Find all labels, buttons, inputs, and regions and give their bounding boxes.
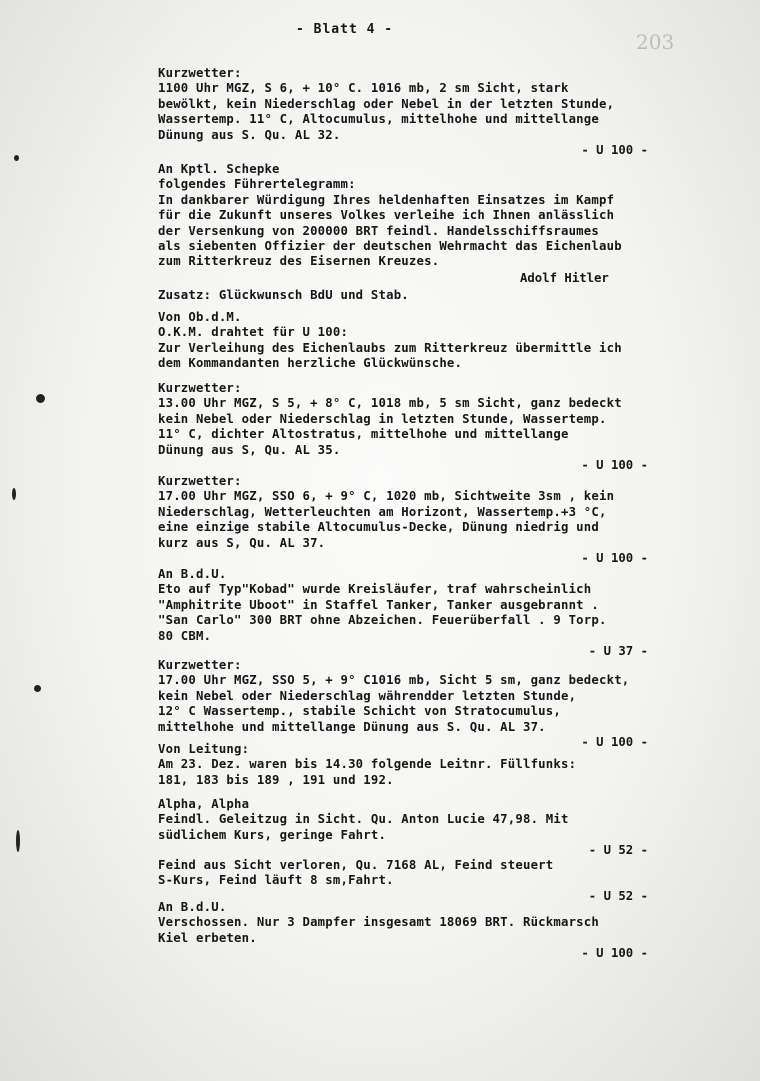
entry-line: 12° C Wassertemp., stabile Schicht von Stratocumulus, (158, 704, 561, 719)
log-entry (158, 858, 748, 904)
entry-line: "Amphitrite Uboot" in Staffel Tanker, Tanker ausgebrannt . (158, 597, 599, 612)
entry-line: O.K.M. drahtet für U 100: (158, 325, 349, 340)
entry-signoff: - U 100 - (581, 551, 648, 566)
log-entry (158, 66, 748, 158)
entry-line: kein Nebel oder Niederschlag währendder letzten Stunde, (158, 688, 577, 703)
entry-line: Feindl. Geleitzug in Sicht. Qu. Anton Lucie 47,98. Mit (158, 812, 569, 827)
entry-line: An B.d.U. (158, 900, 227, 914)
entry-line: Alpha, Alpha (158, 797, 250, 811)
log-entry (158, 797, 748, 859)
entry-line: Von Ob.d.M. (158, 310, 242, 324)
entry-line: Von Leitung: (158, 742, 250, 756)
entry-line: 17.00 Uhr MGZ, SSO 6, + 9° C, 1020 mb, Sichtweite 3sm , kein (158, 489, 615, 504)
entry-line: bewölkt, kein Niederschlag oder Nebel in der letzten Stunde, (158, 96, 615, 111)
log-entry (158, 658, 748, 750)
log-entry (158, 567, 748, 659)
entry-line: An Kptl. Schepke (158, 162, 280, 176)
entry-line: Zusatz: Glückwunsch BdU und Stab. (158, 288, 409, 302)
entry-line: 80 CBM. (158, 628, 212, 643)
entry-line: An B.d.U. (158, 567, 227, 581)
entry-line: Zur Verleihung des Eichenlaubs zum Ritterkreuz übermittle ich (158, 340, 622, 355)
entry-line: Kurzwetter: (158, 474, 242, 488)
entry-line: Verschossen. Nur 3 Dampfer insgesamt 18069 BRT. Rückmarsch (158, 915, 599, 930)
entry-line: Eto auf Typ"Kobad" wurde Kreisläufer, traf wahrscheinlich (158, 582, 592, 597)
entry-line: Niederschlag, Wetterleuchten am Horizont, Wassertemp.+3 °C, (158, 504, 607, 519)
entry-signoff: - U 52 - (588, 888, 648, 903)
punch-mark (34, 685, 41, 692)
entry-line: mittelhohe und mittellange Dünung aus S. Qu. AL 37. (158, 719, 546, 734)
entry-line: Kurzwetter: (158, 66, 242, 80)
punch-mark (14, 155, 19, 161)
entry-signoff: - U 100 - (581, 735, 648, 750)
entry-signoff: - U 100 - (581, 946, 648, 961)
entry-line: der Versenkung von 200000 BRT feindl. Handelsschiffsraumes (158, 223, 599, 238)
entry-line: eine einzige stabile Altocumulus-Decke, Dünung niedrig und (158, 520, 599, 535)
log-entry (158, 742, 748, 788)
entry-line: 181, 183 bis 189 , 191 und 192. (158, 772, 394, 787)
log-entry (158, 162, 748, 270)
entry-line: Am 23. Dez. waren bis 14.30 folgende Leitnr. Füllfunks: (158, 757, 577, 772)
entry-line: In dankbarer Würdigung Ihres heldenhaften Einsatzes im Kampf (158, 192, 615, 207)
entry-line: Wassertemp. 11° C, Altocumulus, mittelhohe und mittellange (158, 112, 599, 127)
entry-signoff: - U 52 - (588, 843, 648, 858)
entry-signoff: - U 100 - (581, 143, 648, 158)
entry-line: südlichem Kurs, geringe Fahrt. (158, 827, 387, 842)
entry-line: 1100 Uhr MGZ, S 6, + 10° C. 1016 mb, 2 sm Sicht, stark (158, 81, 569, 96)
entry-line: dem Kommandanten herzliche Glückwünsche. (158, 356, 463, 371)
page-header: - Blatt 4 - (296, 22, 394, 37)
entry-line: Kurzwetter: (158, 381, 242, 395)
entry-line: S-Kurs, Feind läuft 8 sm,Fahrt. (158, 873, 394, 888)
entry-signoff: - U 100 - (581, 458, 648, 473)
entry-line: 11° C, dichter Altostratus, mittelhohe und mittellange (158, 427, 569, 442)
signature-name: Adolf Hitler (520, 271, 609, 285)
log-entry (158, 381, 748, 473)
log-entry (158, 900, 748, 962)
entry-line: als siebenten Offizier der deutschen Wehrmacht das Eichenlaub (158, 239, 622, 254)
entry-line: kurz aus S, Qu. AL 37. (158, 535, 326, 550)
entry-signoff: - U 37 - (588, 644, 648, 659)
entry-line: Dünung aus S, Qu. AL 35. (158, 442, 341, 457)
entry-line: kein Nebel oder Niederschlag in letzten Stunde, Wassertemp. (158, 411, 607, 426)
punch-mark (16, 830, 20, 852)
entry-line: Dünung aus S. Qu. AL 32. (158, 127, 341, 142)
entry-line: Kurzwetter: (158, 658, 242, 672)
entry-line: "San Carlo" 300 BRT ohne Abzeichen. Feuerüberfall . 9 Torp. (158, 613, 607, 628)
entry-line: Feind aus Sicht verloren, Qu. 7168 AL, Feind steuert (158, 858, 554, 872)
entry-line: 17.00 Uhr MGZ, SSO 5, + 9° C1016 mb, Sicht 5 sm, ganz bedeckt, (158, 673, 630, 688)
entry-line: folgendes Führertelegramm: (158, 177, 356, 192)
entry-line: zum Ritterkreuz des Eisernen Kreuzes. (158, 254, 440, 269)
punch-mark (12, 488, 16, 500)
entry-line: 13.00 Uhr MGZ, S 5, + 8° C, 1018 mb, 5 sm Sicht, ganz bedeckt (158, 396, 622, 411)
page-number-stamp: 203 (636, 30, 675, 54)
entry-line: für die Zukunft unseres Volkes verleihe ich Ihnen anlässlich (158, 208, 615, 223)
log-entry (158, 288, 748, 303)
log-entry (158, 310, 748, 372)
entry-line: Kiel erbeten. (158, 930, 257, 945)
punch-mark (36, 394, 45, 403)
log-entry (158, 474, 748, 566)
